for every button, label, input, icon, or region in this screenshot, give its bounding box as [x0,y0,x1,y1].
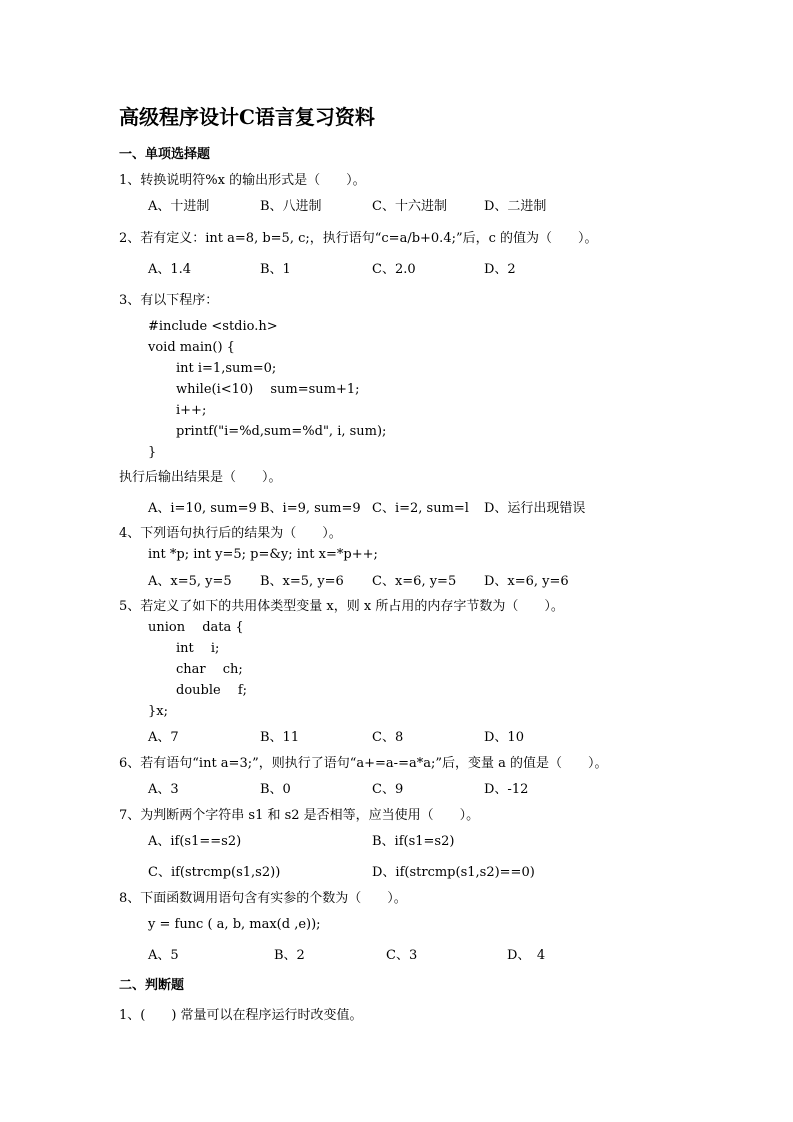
q3-option-a: A、i=10, sum=9 [148,501,257,516]
q6-option-d: D、-12 [484,782,529,797]
q3-option-d: D、运行出现错误 [484,501,586,516]
q1-option-d: D、二进制 [484,199,547,214]
q5-option-a: A、7 [148,730,179,745]
q8-option-b: B、2 [274,948,305,963]
q4-option-a: A、x=5, y=5 [148,574,232,589]
question-1: 1、转换说明符%x 的输出形式是（ ）。 [119,173,366,188]
q4-option-d: D、x=6, y=6 [484,574,569,589]
q2-option-b: B、1 [260,262,291,277]
q5-option-d: D、10 [484,730,524,745]
q2-option-c: C、2.0 [372,262,416,277]
section-heading-single-choice: 一、单项选择题 [119,147,211,162]
question-4: 4、下列语句执行后的结果为（ ）。 [119,526,342,541]
document-title: 高级程序设计C语言复习资料 [119,105,375,129]
q6-option-c: C、9 [372,782,404,797]
q5-code-line: }x; [148,704,168,719]
q3-code-line: #include <stdio.h> [148,319,278,334]
q7-option-c: C、if(strcmp(s1,s2)) [148,865,281,880]
q1-option-a: A、十进制 [148,199,210,214]
judgment-question-1: 1、( ) 常量可以在程序运行时改变值。 [119,1008,363,1023]
q4-option-b: B、x=5, y=6 [260,574,344,589]
q3-option-b: B、i=9, sum=9 [260,501,361,516]
question-6: 6、若有语句“int a=3;”，则执行了语句“a+=a-=a*a;”后，变量 a 的值是（ ）。 [119,756,608,771]
q5-option-b: B、11 [260,730,300,745]
q5-code-line: union data { [148,620,244,635]
question-8: 8、下面函数调用语句含有实参的个数为（ ）。 [119,891,407,906]
question-7: 7、为判断两个字符串 s1 和 s2 是否相等，应当使用（ ）。 [119,808,480,823]
q3-code-line: i++; [176,403,207,418]
q8-option-a: A、5 [148,948,179,963]
question-3: 3、有以下程序： [119,293,219,308]
q5-option-c: C、8 [372,730,404,745]
q5-code-line: int i; [176,641,220,656]
question-5: 5、若定义了如下的共用体类型变量 x，则 x 所占用的内存字节数为（ ）。 [119,599,564,614]
q3-code-line: printf("i=%d,sum=%d", i, sum); [176,424,387,439]
q8-option-d: D、 4 [507,948,546,963]
q2-option-a: A、1.4 [148,262,192,277]
q7-option-b: B、if(s1=s2) [372,834,455,849]
q3-option-c: C、i=2, sum=l [372,501,469,516]
section-heading-true-false: 二、判断题 [119,978,185,993]
q8-option-c: C、3 [386,948,418,963]
q8-code-line: y = func ( a, b, max(d ,e)); [148,917,321,932]
q1-option-c: C、十六进制 [372,199,447,214]
q5-code-line: double f; [176,683,248,698]
q4-option-c: C、x=6, y=5 [372,574,457,589]
q3-code-line: void main() { [148,340,235,355]
q6-option-b: B、0 [260,782,291,797]
question-2: 2、若有定义：int a=8, b=5, c;，执行语句“c=a/b+0.4;”后，c 的值为（ ）。 [119,231,598,246]
q1-option-b: B、八进制 [260,199,322,214]
q6-option-a: A、3 [148,782,179,797]
q4-code-line: int *p; int y=5; p=&y; int x=*p++; [148,547,378,562]
q2-option-d: D、2 [484,262,516,277]
q3-code-line: while(i<10) sum=sum+1; [176,382,360,397]
q7-option-d: D、if(strcmp(s1,s2)==0) [372,865,535,880]
q3-code-line: int i=1,sum=0; [176,361,277,376]
q7-option-a: A、if(s1==s2) [148,834,242,849]
q5-code-line: char ch; [176,662,243,677]
question-3-prompt: 执行后输出结果是（ ）。 [119,470,282,485]
q3-code-line: } [148,445,157,460]
